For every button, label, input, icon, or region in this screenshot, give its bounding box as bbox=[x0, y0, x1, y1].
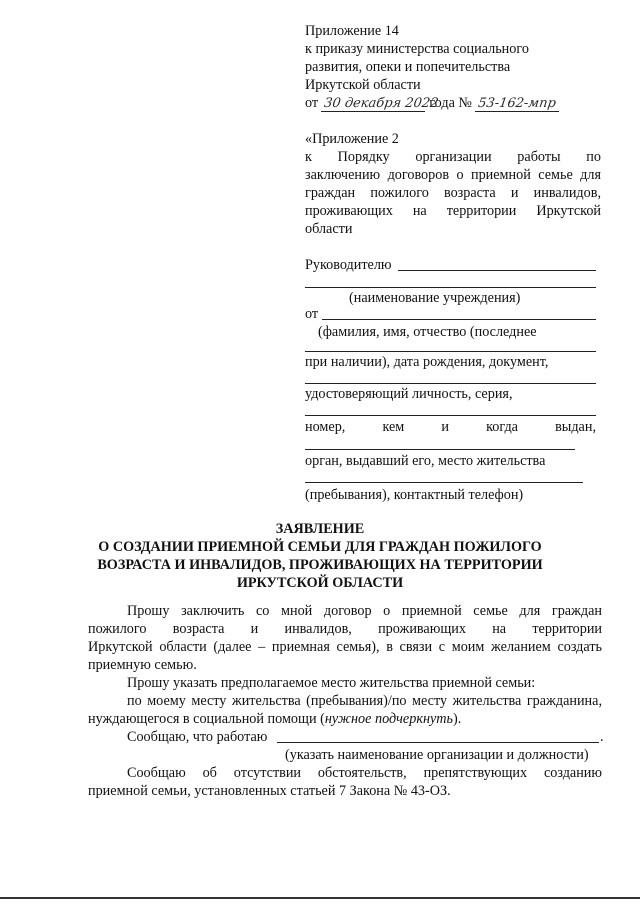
workplace-dot: . bbox=[600, 729, 604, 745]
body-p3-line-2 bbox=[88, 710, 461, 728]
applicant-hint-5: орган, выдавший его, место жительства bbox=[305, 453, 546, 469]
applicant-field-4[interactable] bbox=[305, 415, 596, 416]
body-p2-line-1: Прошу указать предполагаемое место жительства приемной семьи: bbox=[127, 675, 536, 691]
applicant-name-field[interactable] bbox=[322, 319, 596, 320]
header-ministry-line: развития, опеки и попечительства bbox=[305, 59, 511, 75]
header-order-line: к приказу министерства социального bbox=[305, 41, 529, 57]
applicant-field-6[interactable] bbox=[305, 482, 583, 483]
scan-bottom-edge bbox=[0, 897, 640, 899]
handwritten-date: 30 декабря 2022 bbox=[321, 97, 427, 112]
body-p1-line-2: пожилого возраста и инвалидов, проживающих на территории bbox=[88, 621, 602, 637]
handwritten-number: 53-162-мпр bbox=[474, 97, 560, 112]
header-region-line: Иркутской области bbox=[305, 77, 421, 93]
header-appendix-number: Приложение 14 bbox=[305, 23, 399, 39]
applicant-field-5[interactable] bbox=[305, 449, 575, 450]
appendix-line-6: области bbox=[305, 221, 353, 237]
body-p1-line-3: Иркутской области (далее – приемная семья), в связи с моим желанием создать bbox=[88, 639, 602, 655]
body-p4-line-1: Сообщаю, что работаю bbox=[127, 729, 268, 745]
document-subtitle-2: ВОЗРАСТА И ИНВАЛИДОВ, ПРОЖИВАЮЩИХ НА ТЕРРИТОРИИ bbox=[97, 557, 543, 573]
body-p3-line-1: по моему месту жительства (пребывания)/по месту жительства гражданина, bbox=[127, 693, 602, 709]
applicant-field-3[interactable] bbox=[305, 383, 596, 384]
applicant-hint-2: при наличии), дата рождения, документ, bbox=[305, 354, 549, 370]
appendix-title: «Приложение 2 bbox=[305, 131, 399, 147]
applicant-field-2[interactable] bbox=[305, 351, 596, 352]
header-from-label: от bbox=[305, 95, 319, 111]
appendix-line-3: заключению договоров о приемной семье для bbox=[305, 167, 601, 183]
addressee-head-label: Руководителю bbox=[305, 257, 392, 273]
body-p3-emphasis: нужное подчеркнуть bbox=[324, 711, 453, 727]
header-date-line bbox=[305, 94, 560, 112]
workplace-field[interactable] bbox=[277, 742, 599, 743]
document-subtitle-3: ИРКУТСКОЙ ОБЛАСТИ bbox=[236, 575, 404, 591]
body-p1-line-4: приемную семью. bbox=[88, 657, 197, 673]
applicant-hint-1: (фамилия, имя, отчество (последнее bbox=[318, 324, 537, 340]
document-subtitle-1: О СОЗДАНИИ ПРИЕМНОЙ СЕМЬИ ДЛЯ ГРАЖДАН ПОЖИЛОГО bbox=[98, 539, 542, 555]
from-label: от bbox=[305, 306, 319, 322]
workplace-hint: (указать наименование организации и должности) bbox=[285, 747, 589, 763]
applicant-hint-4: номер, кем и когда выдан, bbox=[305, 419, 596, 435]
body-p5-line-2: приемной семьи, установленных статьей 7 Закона № 43-ОЗ. bbox=[88, 783, 451, 799]
addressee-head-field[interactable] bbox=[398, 270, 596, 271]
appendix-line-4: граждан пожилого возраста и инвалидов, bbox=[305, 185, 601, 201]
appendix-line-5: проживающих на территории Иркутской bbox=[305, 203, 601, 219]
institution-field[interactable] bbox=[305, 287, 596, 288]
applicant-hint-3: удостоверяющий личность, серия, bbox=[305, 386, 513, 402]
body-p3-text: нуждающегося в социальной помощи ( bbox=[88, 711, 325, 727]
document-title: ЗАЯВЛЕНИЕ bbox=[275, 521, 365, 537]
body-p1-line-1: Прошу заключить со мной договор о приемной семье для граждан bbox=[127, 603, 602, 619]
applicant-hint-6: (пребывания), контактный телефон) bbox=[305, 487, 524, 503]
appendix-line-2: к Порядку организации работы по bbox=[305, 149, 601, 165]
institution-hint: (наименование учреждения) bbox=[349, 290, 521, 306]
body-p5-line-1: Сообщаю об отсутствии обстоятельств, препятствующих созданию bbox=[127, 765, 602, 781]
header-year-label: года № bbox=[429, 95, 472, 111]
body-p3-close: ). bbox=[453, 711, 462, 727]
